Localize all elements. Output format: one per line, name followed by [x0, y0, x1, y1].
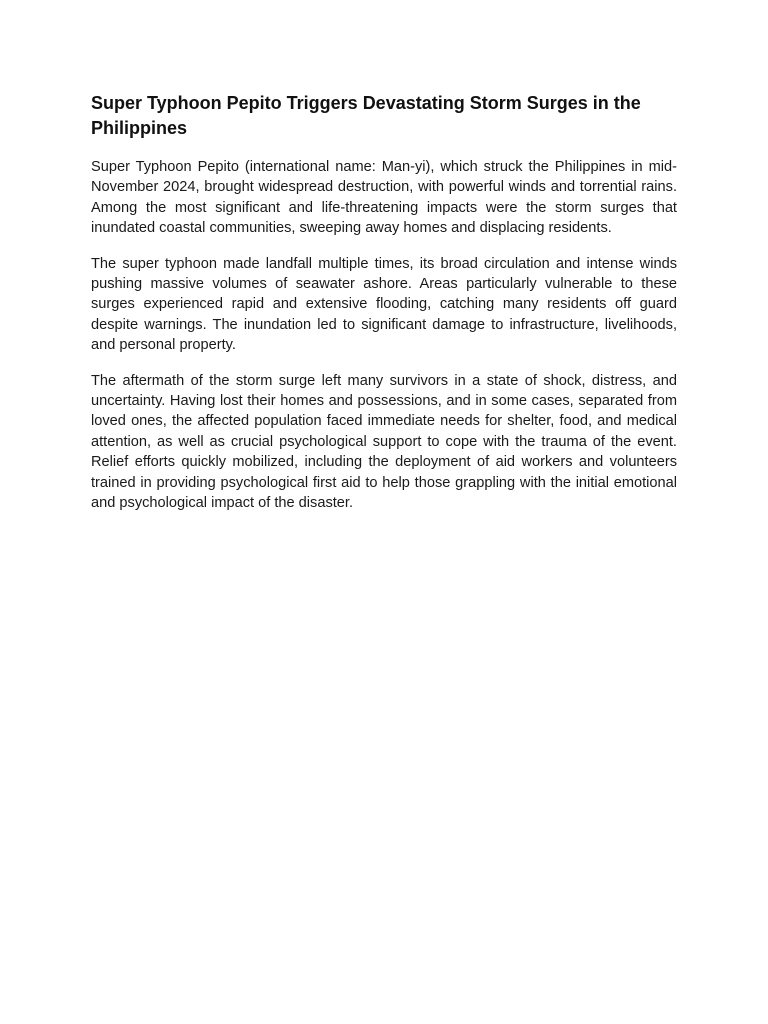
paragraph-2: The super typhoon made landfall multiple times, its broad circulation and intense winds pushing massive volumes of seawater ashore. Areas particularly vulnerable to these surges experienced rapid and extensive flooding, catching many residents off guard despite warnings. The inundation led to significant damage to infrastructure, livelihoods, and personal property. [91, 255, 677, 354]
document-title: Super Typhoon Pepito Triggers Devastating Storm Surges in the Philippines [91, 93, 641, 138]
paragraph-3: The aftermath of the storm surge left many survivors in a state of shock, distress, and uncertainty. Having lost their homes and possessions, and in some cases, separated from loved ones, the affected population faced immediate needs for shelter, food, and medical attention, as well as crucial psychological support to cope with the trauma of the event. Relief efforts quickly mobilized, including the deployment of aid workers and volunteers trained in providing psychological first aid to help those grappling with the initial emotional and psychological impact of the disaster. [91, 372, 677, 512]
paragraph-1: Super Typhoon Pepito (international name: Man-yi), which struck the Philippines in mid-November 2024, brought widespread destruction, with powerful winds and torrential rains. Among the most significant and life-threatening impacts were the storm surges that inundated coastal communities, sweeping away homes and displacing residents. [91, 159, 677, 237]
document-page [91, 91, 677, 529]
